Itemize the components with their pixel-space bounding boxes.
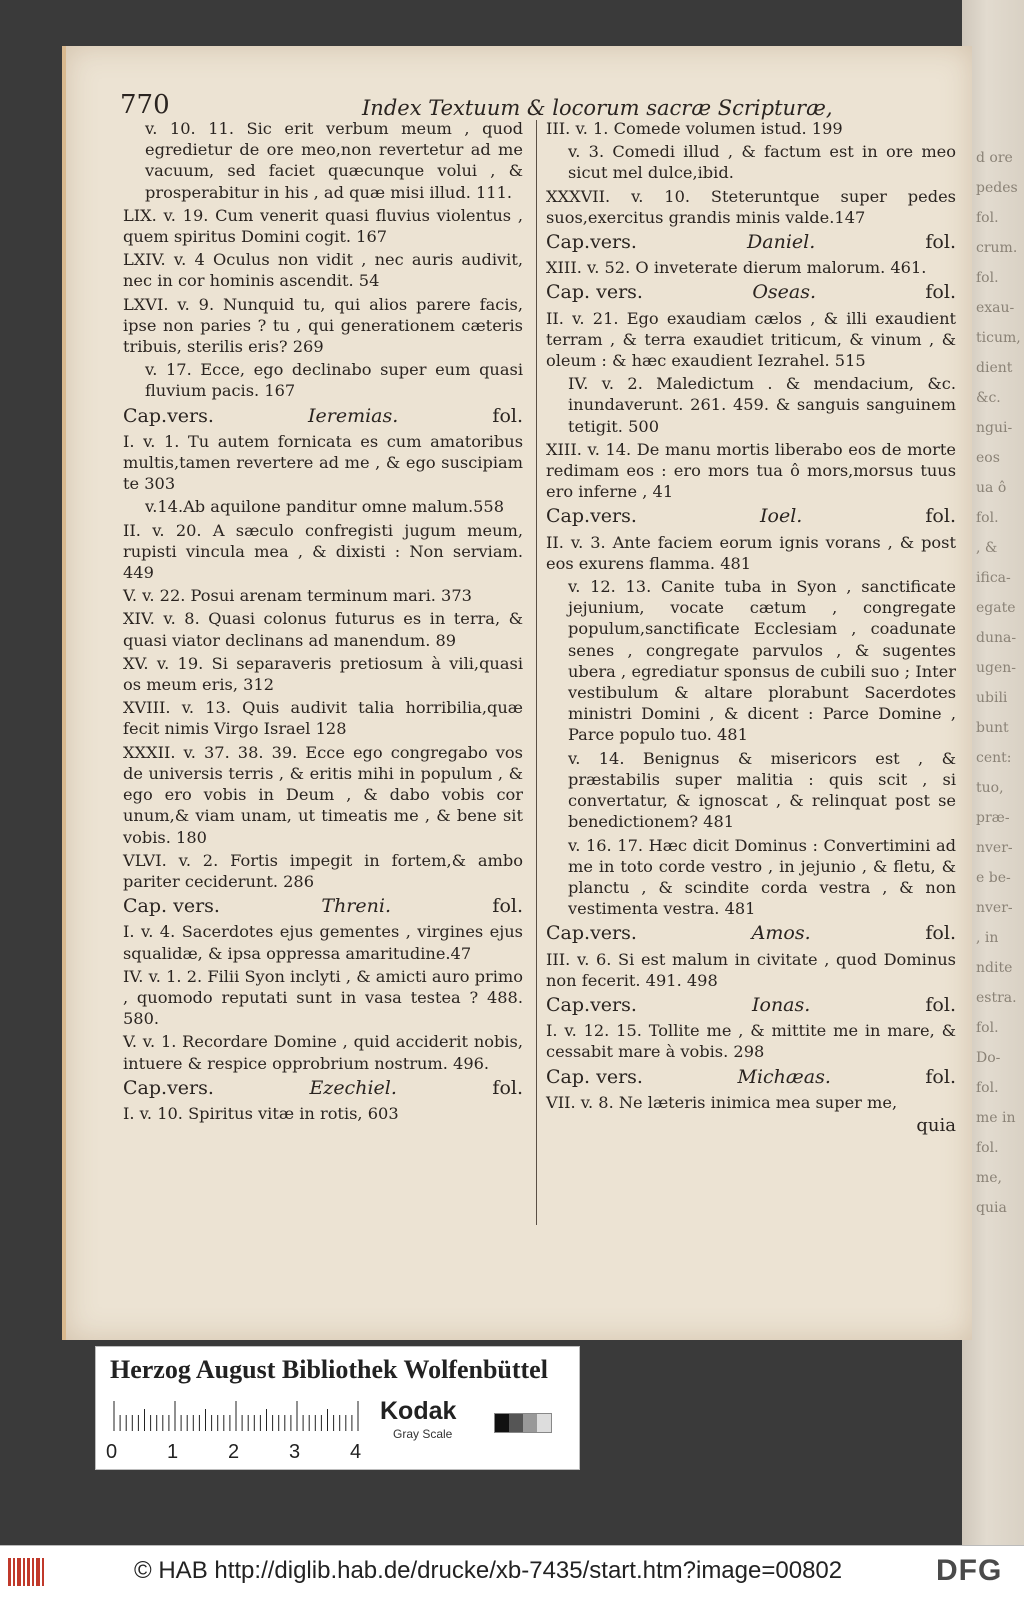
library-name: Herzog August Bibliothek Wolfenbüttel <box>110 1355 548 1384</box>
heading-cap: Cap.vers. <box>123 1076 214 1099</box>
section-heading <box>546 923 956 944</box>
index-entry: XVIII. v. 13. Quis audivit talia horribilia,quæ fecit nimis Virgo Israel 128 <box>123 698 523 739</box>
bleed-text: ifica- <box>976 570 1011 586</box>
bleed-text: quia <box>976 1200 1007 1216</box>
ruler-number: 0 <box>106 1441 118 1463</box>
heading-fol: fol. <box>925 922 956 945</box>
bleed-text: fol. <box>976 1140 999 1156</box>
index-entry: IV. v. 1. 2. Filii Syon inclyti , & amicti auro primo , quomodo reputati sunt in vasa testea ? 488. 580. <box>123 966 523 1029</box>
section-heading <box>546 232 956 253</box>
index-entry: v. 10. 11. Sic erit verbum meum , quod egredietur de ore meo,non revertetur ad me vacuum, sed faciet quæcunque volui , & prosperabitur in his , ad quæ misi illud. 111. <box>145 119 523 202</box>
index-entry: v. 14. Benignus & misericors est , & præstabilis super malitia : quis scit , si convertatur, & ignoscat , & relinquat post se benedictionem? 481 <box>568 748 956 832</box>
ruler-number: 3 <box>289 1441 301 1463</box>
column-rule <box>536 120 537 1225</box>
heading-book: Amos. <box>751 922 811 945</box>
index-entry: v.14.Ab aquilone panditur omne malum.558 <box>145 497 505 517</box>
heading-book: Threni. <box>321 895 391 918</box>
heading-book: Ionas. <box>752 993 811 1016</box>
dfg-logo: DFG <box>936 1554 1003 1587</box>
bleed-text: fol. <box>976 1080 999 1096</box>
index-entry: IV. v. 2. Maledictum . & mendacium, &c. inundaverunt. 261. 459. & sanguis sanguinem tetigit. 500 <box>568 374 956 436</box>
barcode-icon <box>8 1558 48 1586</box>
heading-book: Oseas. <box>752 281 817 304</box>
index-entry: v. 16. 17. Hæc dicit Dominus : Convertimini ad me in toto corde vestro , in jejunio , & fletu, & planctu , & scindite corda vestra , & non vestimenta vestra. 481 <box>568 835 956 919</box>
section-heading <box>546 282 956 303</box>
index-entry: XXXII. v. 37. 38. 39. Ecce ego congregabo vos de universis terris , & eritis mihi in populum , & ego ero vobis in Deum , & dabo vobis cor unum,& viam unam, ut timeatis me , & bene sit vobis. 180 <box>123 742 523 847</box>
bleed-text: ticum, <box>976 330 1021 346</box>
heading-fol: fol. <box>492 1076 523 1099</box>
bleed-text: tuo, <box>976 780 1004 796</box>
bleed-text: &c. <box>976 390 1001 406</box>
index-entry: I. v. 12. 15. Tollite me , & mittite me in mare, & cessabit mare à vobis. 298 <box>546 1021 956 1062</box>
bleed-text: crum. <box>976 240 1018 256</box>
bleed-text: duna- <box>976 630 1017 646</box>
section-heading <box>546 1067 956 1088</box>
bleed-text: estra. <box>976 990 1017 1006</box>
bleed-text: eos <box>976 450 1000 466</box>
bleed-text: ubili <box>976 690 1008 706</box>
heading-cap: Cap.vers. <box>546 922 637 945</box>
bleed-text: præ- <box>976 810 1010 826</box>
bleed-text: ugen- <box>976 660 1017 676</box>
bleed-text: Do- <box>976 1050 1001 1066</box>
index-entry: LIX. v. 19. Cum venerit quasi fluvius violentus , quem spiritus Domini cogit. 167 <box>123 205 523 247</box>
bleed-text: ngui- <box>976 420 1013 436</box>
heading-book: Daniel. <box>747 231 816 254</box>
heading-cap: Cap.vers. <box>546 993 637 1016</box>
index-entry: v. 17. Ecce, ego declinabo super eum quasi fluvium pacis. 167 <box>145 360 523 401</box>
ruler-number: 2 <box>228 1441 240 1463</box>
footer-bar <box>0 1545 1024 1598</box>
ruler-number: 4 <box>350 1441 362 1463</box>
index-entry: XIII. v. 52. O inveterate dierum malorum. 461. <box>546 258 927 278</box>
bleed-text: bunt <box>976 720 1009 736</box>
bleed-text: , & <box>976 540 998 556</box>
index-entry: II. v. 3. Ante faciem eorum ignis vorans , & post eos exurens flamma. 481 <box>546 532 956 573</box>
heading-cap: Cap. vers. <box>546 281 643 304</box>
bleed-text: egate <box>976 600 1016 616</box>
index-entry: LXVI. v. 9. Nunquid tu, qui alios parere facis, ipse non paries ? tu , qui generationem cæteris tribuis, sterilis eris? 269 <box>123 294 523 357</box>
left-column <box>123 118 523 1126</box>
section-heading <box>123 896 523 917</box>
bleed-text: nver- <box>976 840 1013 856</box>
heading-fol: fol. <box>925 505 956 528</box>
index-entry: V. v. 22. Posui arenam terminum mari. 373 <box>123 586 472 606</box>
bleed-text: dient <box>976 360 1013 376</box>
heading-fol: fol. <box>925 993 956 1016</box>
bleed-text: fol. <box>976 210 999 226</box>
heading-book: Ezechiel. <box>309 1076 397 1099</box>
index-entry: I. v. 10. Spiritus vitæ in rotis, 603 <box>123 1103 399 1123</box>
index-entry: VLVI. v. 2. Fortis impegit in fortem,& ambo pariter ceciderunt. 286 <box>123 850 523 891</box>
right-column <box>546 118 956 1136</box>
bleed-text: exau- <box>976 300 1015 316</box>
section-heading <box>546 506 956 527</box>
section-heading <box>123 1078 523 1099</box>
section-heading <box>123 406 523 427</box>
heading-cap: Cap. vers. <box>546 1065 643 1088</box>
bleed-text: d ore <box>976 150 1013 166</box>
index-entry: v. 3. Comedi illud , & factum est in ore meo sicut mel dulce,ibid. <box>568 142 956 183</box>
bleed-text: , in <box>976 930 999 946</box>
heading-cap: Cap. vers. <box>123 895 220 918</box>
kodak-logo: Kodak <box>380 1397 457 1425</box>
index-entry: I. v. 1. Tu autem fornicata es cum amatoribus multis,tamen revertere ad me , & ego suscipiam te 303 <box>123 431 523 494</box>
heading-book: Ioel. <box>760 505 803 528</box>
bleed-text: me, <box>976 1170 1003 1186</box>
index-entry: VII. v. 8. Ne læteris inimica mea super me, <box>546 1092 898 1112</box>
heading-book: Ieremias. <box>308 404 399 427</box>
ruler-numbers <box>106 1441 396 1465</box>
heading-cap: Cap.vers. <box>546 231 637 254</box>
index-entry: XIII. v. 14. De manu mortis liberabo eos de morte redimam eos : ero mors tua ô mors,morsus tuus ero inferne , 41 <box>546 439 956 502</box>
heading-cap: Cap.vers. <box>546 505 637 528</box>
gray-swatches <box>494 1413 552 1433</box>
bleed-text: ua ô <box>976 480 1007 496</box>
library-color-card <box>95 1346 580 1470</box>
bleed-text: fol. <box>976 510 999 526</box>
ruler-number: 1 <box>167 1441 179 1463</box>
heading-fol: fol. <box>925 231 956 254</box>
index-entry: V. v. 1. Recordare Domine , quid acciderit nobis, intuere & respice opprobrium nostrum. 496. <box>123 1032 523 1073</box>
gray-scale-label: Gray Scale <box>393 1427 453 1441</box>
heading-fol: fol. <box>492 404 523 427</box>
heading-fol: fol. <box>925 281 956 304</box>
bleed-text: me in <box>976 1110 1016 1126</box>
bleed-text: ndite <box>976 960 1013 976</box>
catchword: quia <box>916 1114 956 1136</box>
index-entry: I. v. 4. Sacerdotes ejus gementes , virgines ejus squalidæ, & ipsa oppressa amaritudine.47 <box>123 922 523 963</box>
heading-fol: fol. <box>492 895 523 918</box>
index-entry: XXXVII. v. 10. Steteruntque super pedes suos,exercitus grandis minis valde.147 <box>546 186 956 227</box>
index-entry: XIV. v. 8. Quasi colonus futurus es in terra, & quasi viator declinans ad manendum. 89 <box>123 609 523 650</box>
heading-book: Michæas. <box>737 1065 831 1088</box>
bleed-text: nver- <box>976 900 1013 916</box>
heading-cap: Cap.vers. <box>123 404 214 427</box>
index-entry: II. v. 20. A sæculo confregisti jugum meum, rupisti vincula mea , & dixisti : Non serviam. 449 <box>123 520 523 583</box>
page-number: 770 <box>120 90 170 120</box>
ruler-scale <box>112 1401 364 1431</box>
section-heading <box>546 995 956 1016</box>
index-entry: XV. v. 19. Si separaveris pretiosum à vili,quasi os meum eris, 312 <box>123 653 523 695</box>
bleed-text: fol. <box>976 1020 999 1036</box>
running-head: Index Textuum & locorum sacræ Scripturæ, <box>362 96 833 120</box>
index-entry: III. v. 6. Si est malum in civitate , quod Dominus non fecerit. 491. 498 <box>546 949 956 990</box>
heading-fol: fol. <box>925 1065 956 1088</box>
bleed-text: pedes <box>976 180 1018 196</box>
index-entry: LXIV. v. 4 Oculus non vidit , nec auris audivit, nec in cor hominis ascendit. 54 <box>123 250 523 291</box>
source-url[interactable]: © HAB http://diglib.hab.de/drucke/xb-7435/start.htm?image=00802 <box>134 1557 843 1584</box>
bleed-text: cent: <box>976 750 1012 766</box>
index-entry: II. v. 21. Ego exaudiam cælos , & illi exaudient terram , & terra exaudiet triticum, & vinum , & oleum : & hæc exaudient Iezrahel. 515 <box>546 308 956 371</box>
index-entry: v. 12. 13. Canite tuba in Syon , sanctificate jejunium, vocate cætum , congregate populum,sanctificate Ecclesiam , coadunate senes , congregate parvulos , & sugentes ubera , egrediatur sponsus de cubili suo ; Inter vestibulum & altare plorabunt Sacerdotes ministri Domini , & dicent : Parce Domine , Parce populo tuo. 481 <box>568 577 956 745</box>
index-entry: III. v. 1. Comede volumen istud. 199 <box>546 119 843 138</box>
bleed-text: fol. <box>976 270 999 286</box>
bleed-text: e be- <box>976 870 1011 886</box>
